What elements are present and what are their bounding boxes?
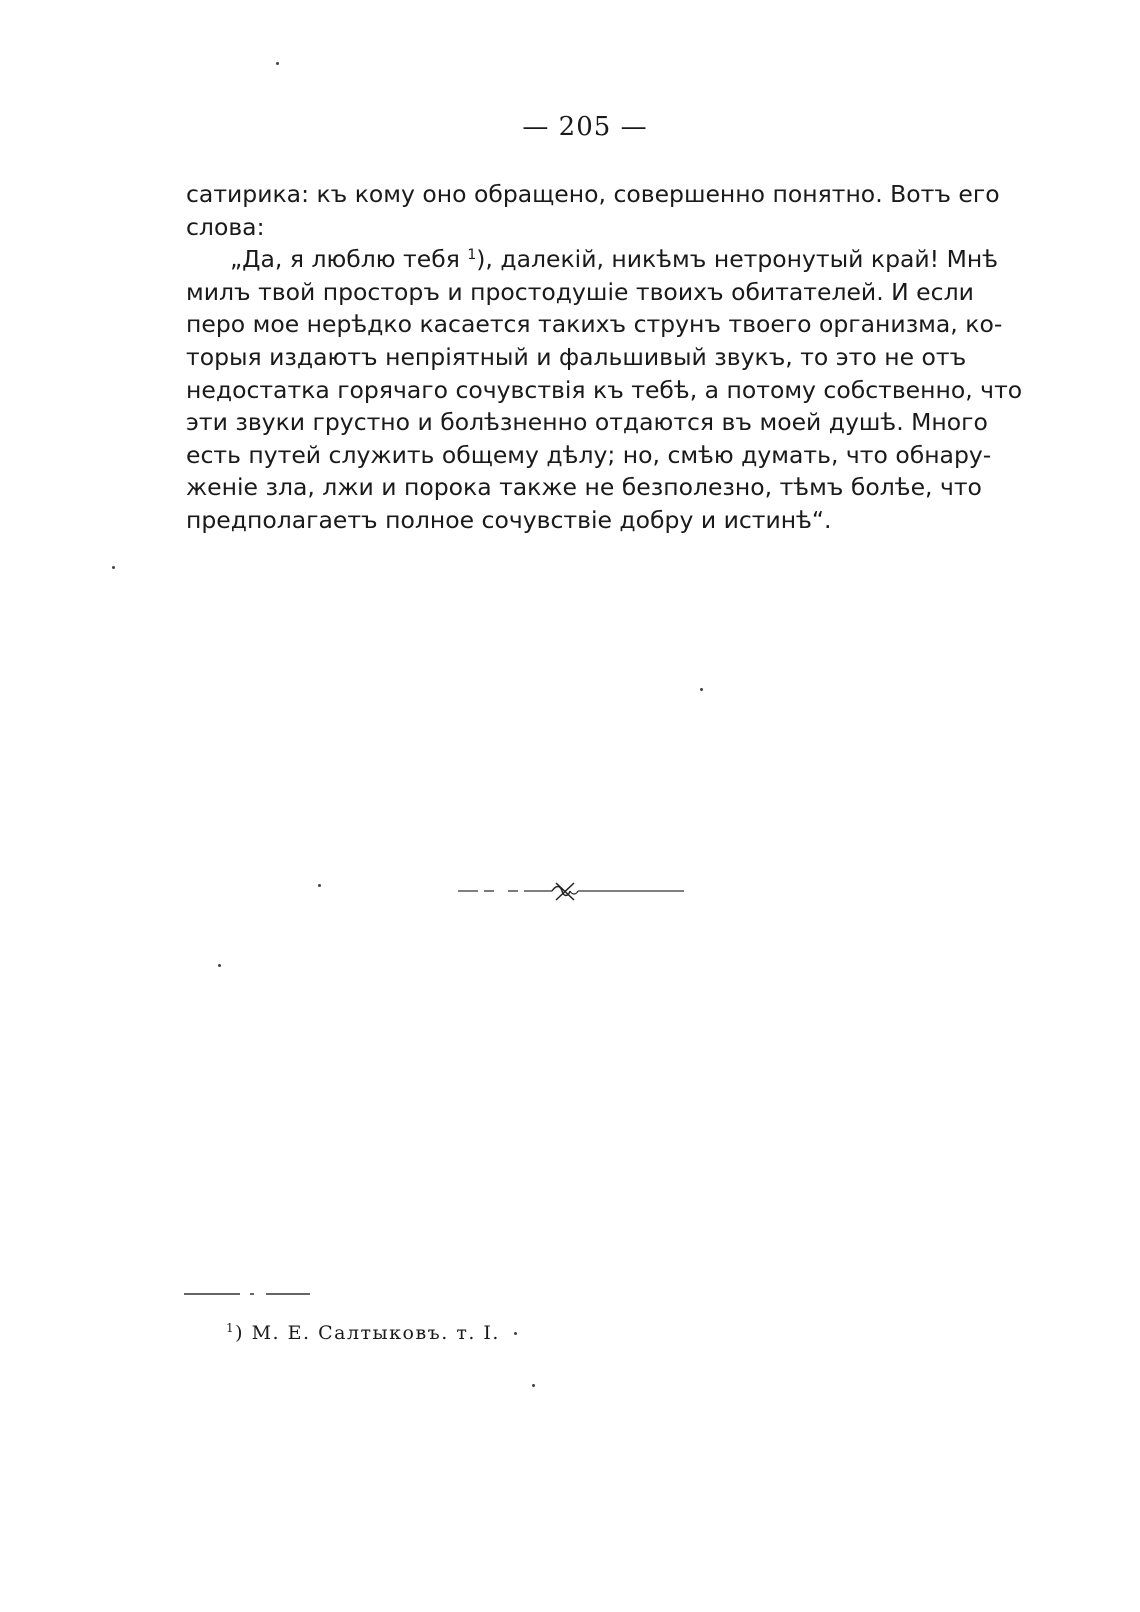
- scan-speck: [276, 62, 279, 65]
- text-line: милъ твой просторъ и простодушіе твоихъ обитателей. И если: [186, 277, 974, 306]
- footnote-separator: [184, 1292, 310, 1296]
- text-line: торыя издаютъ непріятный и фальшивый звукъ, то это не отъ: [186, 342, 967, 371]
- footnote-marker: 1: [226, 1321, 236, 1335]
- footnote-reference[interactable]: 1: [467, 247, 477, 264]
- text-line: перо мое нерѣдко касается такихъ струнъ твоего организма, ко-: [186, 310, 1003, 339]
- quote-opening: „Да, я люблю тебя: [230, 245, 460, 274]
- text-line: недостатка горячаго сочувствія къ тебѣ, а потому собственно, что: [186, 375, 1023, 404]
- text-line: сатирика: къ кому оно обращено, совершенно понятно. Вотъ его: [186, 180, 1000, 208]
- footnote: [226, 1322, 500, 1344]
- text-line-quote-start: [186, 243, 998, 276]
- scan-speck: [318, 884, 321, 887]
- scan-speck: [532, 1384, 535, 1387]
- page-number: — 205 —: [522, 112, 648, 142]
- quote-continuation: ), далекій, никѣмъ нетронутый край! Мнѣ: [476, 245, 998, 274]
- text-line: слова:: [186, 212, 265, 241]
- text-line: предполагаетъ полное сочувствіе добру и истинѣ“.: [186, 505, 832, 534]
- scan-speck: [700, 688, 703, 691]
- footnote-text: ) М. Е. Салтыковъ. т. I.: [235, 1322, 500, 1344]
- text-line: женіе зла, лжи и порока также не безполезно, тѣмъ болѣе, что: [186, 473, 982, 502]
- scan-speck: [112, 566, 115, 569]
- scan-speck: [514, 1332, 517, 1335]
- text-line: есть путей служить общему дѣлу; но, смѣю думать, что обнару-: [186, 440, 992, 469]
- text-line: эти звуки грустно и болѣзненно отдаются въ моей душѣ. Много: [186, 408, 988, 437]
- main-text: [186, 178, 1023, 537]
- section-divider-ornament: [456, 880, 686, 904]
- scan-speck: [218, 964, 221, 967]
